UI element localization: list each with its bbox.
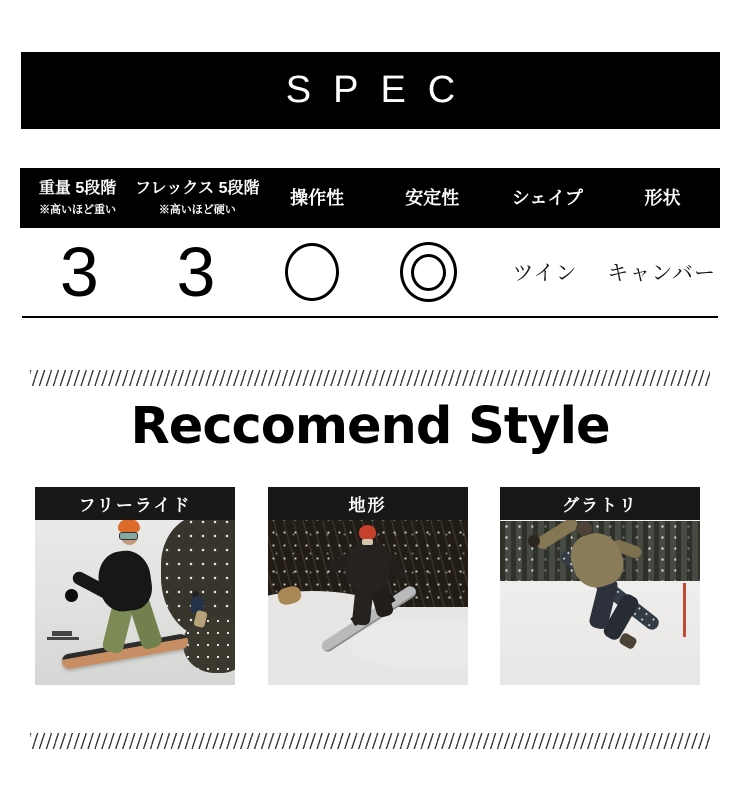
profile-value: キャンバー	[607, 262, 716, 285]
recommend-style-heading: Reccomend Style	[130, 397, 610, 456]
shape-value: ツイン	[512, 262, 578, 285]
rider-goggles	[362, 539, 373, 545]
spec-table-header	[20, 168, 720, 228]
style-card-terrain	[268, 487, 468, 685]
spec-header-flex-label: フレックス 5段階	[135, 180, 260, 197]
spec-banner-title: SPEC	[285, 69, 478, 111]
spec-header-handling-label: 操作性	[290, 187, 345, 208]
spec-header-weight	[20, 168, 135, 228]
spec-header-stability	[375, 168, 490, 228]
tree-silhouette	[183, 615, 235, 673]
rider-head	[576, 521, 592, 536]
style-label-gratori: グラトリ	[562, 496, 638, 515]
rider-helmet	[359, 525, 376, 540]
style-label-freeride: フリーライド	[78, 496, 192, 515]
spec-header-handling	[260, 168, 375, 228]
spec-value-stability	[370, 228, 487, 316]
spec-header-flex	[135, 168, 259, 228]
spec-header-flex-note: ※高いほど硬い	[158, 204, 236, 216]
slope-marker-pole	[683, 583, 686, 637]
spec-value-weight	[20, 228, 137, 316]
style-card-label-bar	[268, 487, 468, 520]
rider-glove	[528, 535, 540, 547]
rider-goggles	[119, 532, 138, 540]
diagonal-stripe-divider-top	[30, 370, 710, 386]
style-cards-row	[35, 487, 700, 685]
rider-glove	[65, 589, 78, 602]
style-label-terrain: 地形	[348, 496, 387, 515]
style-card-label-bar	[35, 487, 235, 520]
spec-header-profile	[605, 168, 720, 228]
double-circle-mark	[400, 242, 457, 302]
spec-table-bottom-rule	[22, 316, 718, 318]
spec-value-shape	[487, 228, 604, 316]
weight-rating-value: 3	[59, 233, 97, 311]
single-circle-mark	[285, 243, 339, 301]
spec-header-shape-label: シェイプ	[511, 187, 583, 208]
chairlift-silhouette	[47, 637, 79, 640]
spec-banner	[21, 52, 720, 129]
style-card-freeride	[35, 487, 235, 685]
style-card-label-bar	[500, 487, 700, 520]
spec-table-values	[20, 228, 720, 316]
double-circle-inner	[411, 254, 446, 291]
spec-header-profile-label: 形状	[644, 187, 681, 208]
rider-beanie	[118, 519, 140, 532]
spec-value-handling	[253, 228, 370, 316]
spec-header-stability-label: 安定性	[405, 187, 460, 208]
rider-torso	[95, 548, 155, 615]
spec-header-weight-note: ※高いほど重い	[39, 204, 117, 216]
flex-rating-value: 3	[176, 233, 214, 311]
spec-header-weight-label: 重量 5段階	[38, 180, 117, 197]
spec-header-shape	[490, 168, 605, 228]
spec-value-profile	[603, 228, 720, 316]
spec-value-flex	[137, 228, 254, 316]
style-card-gratori	[500, 487, 700, 685]
diagonal-stripe-divider-bottom	[30, 733, 710, 749]
